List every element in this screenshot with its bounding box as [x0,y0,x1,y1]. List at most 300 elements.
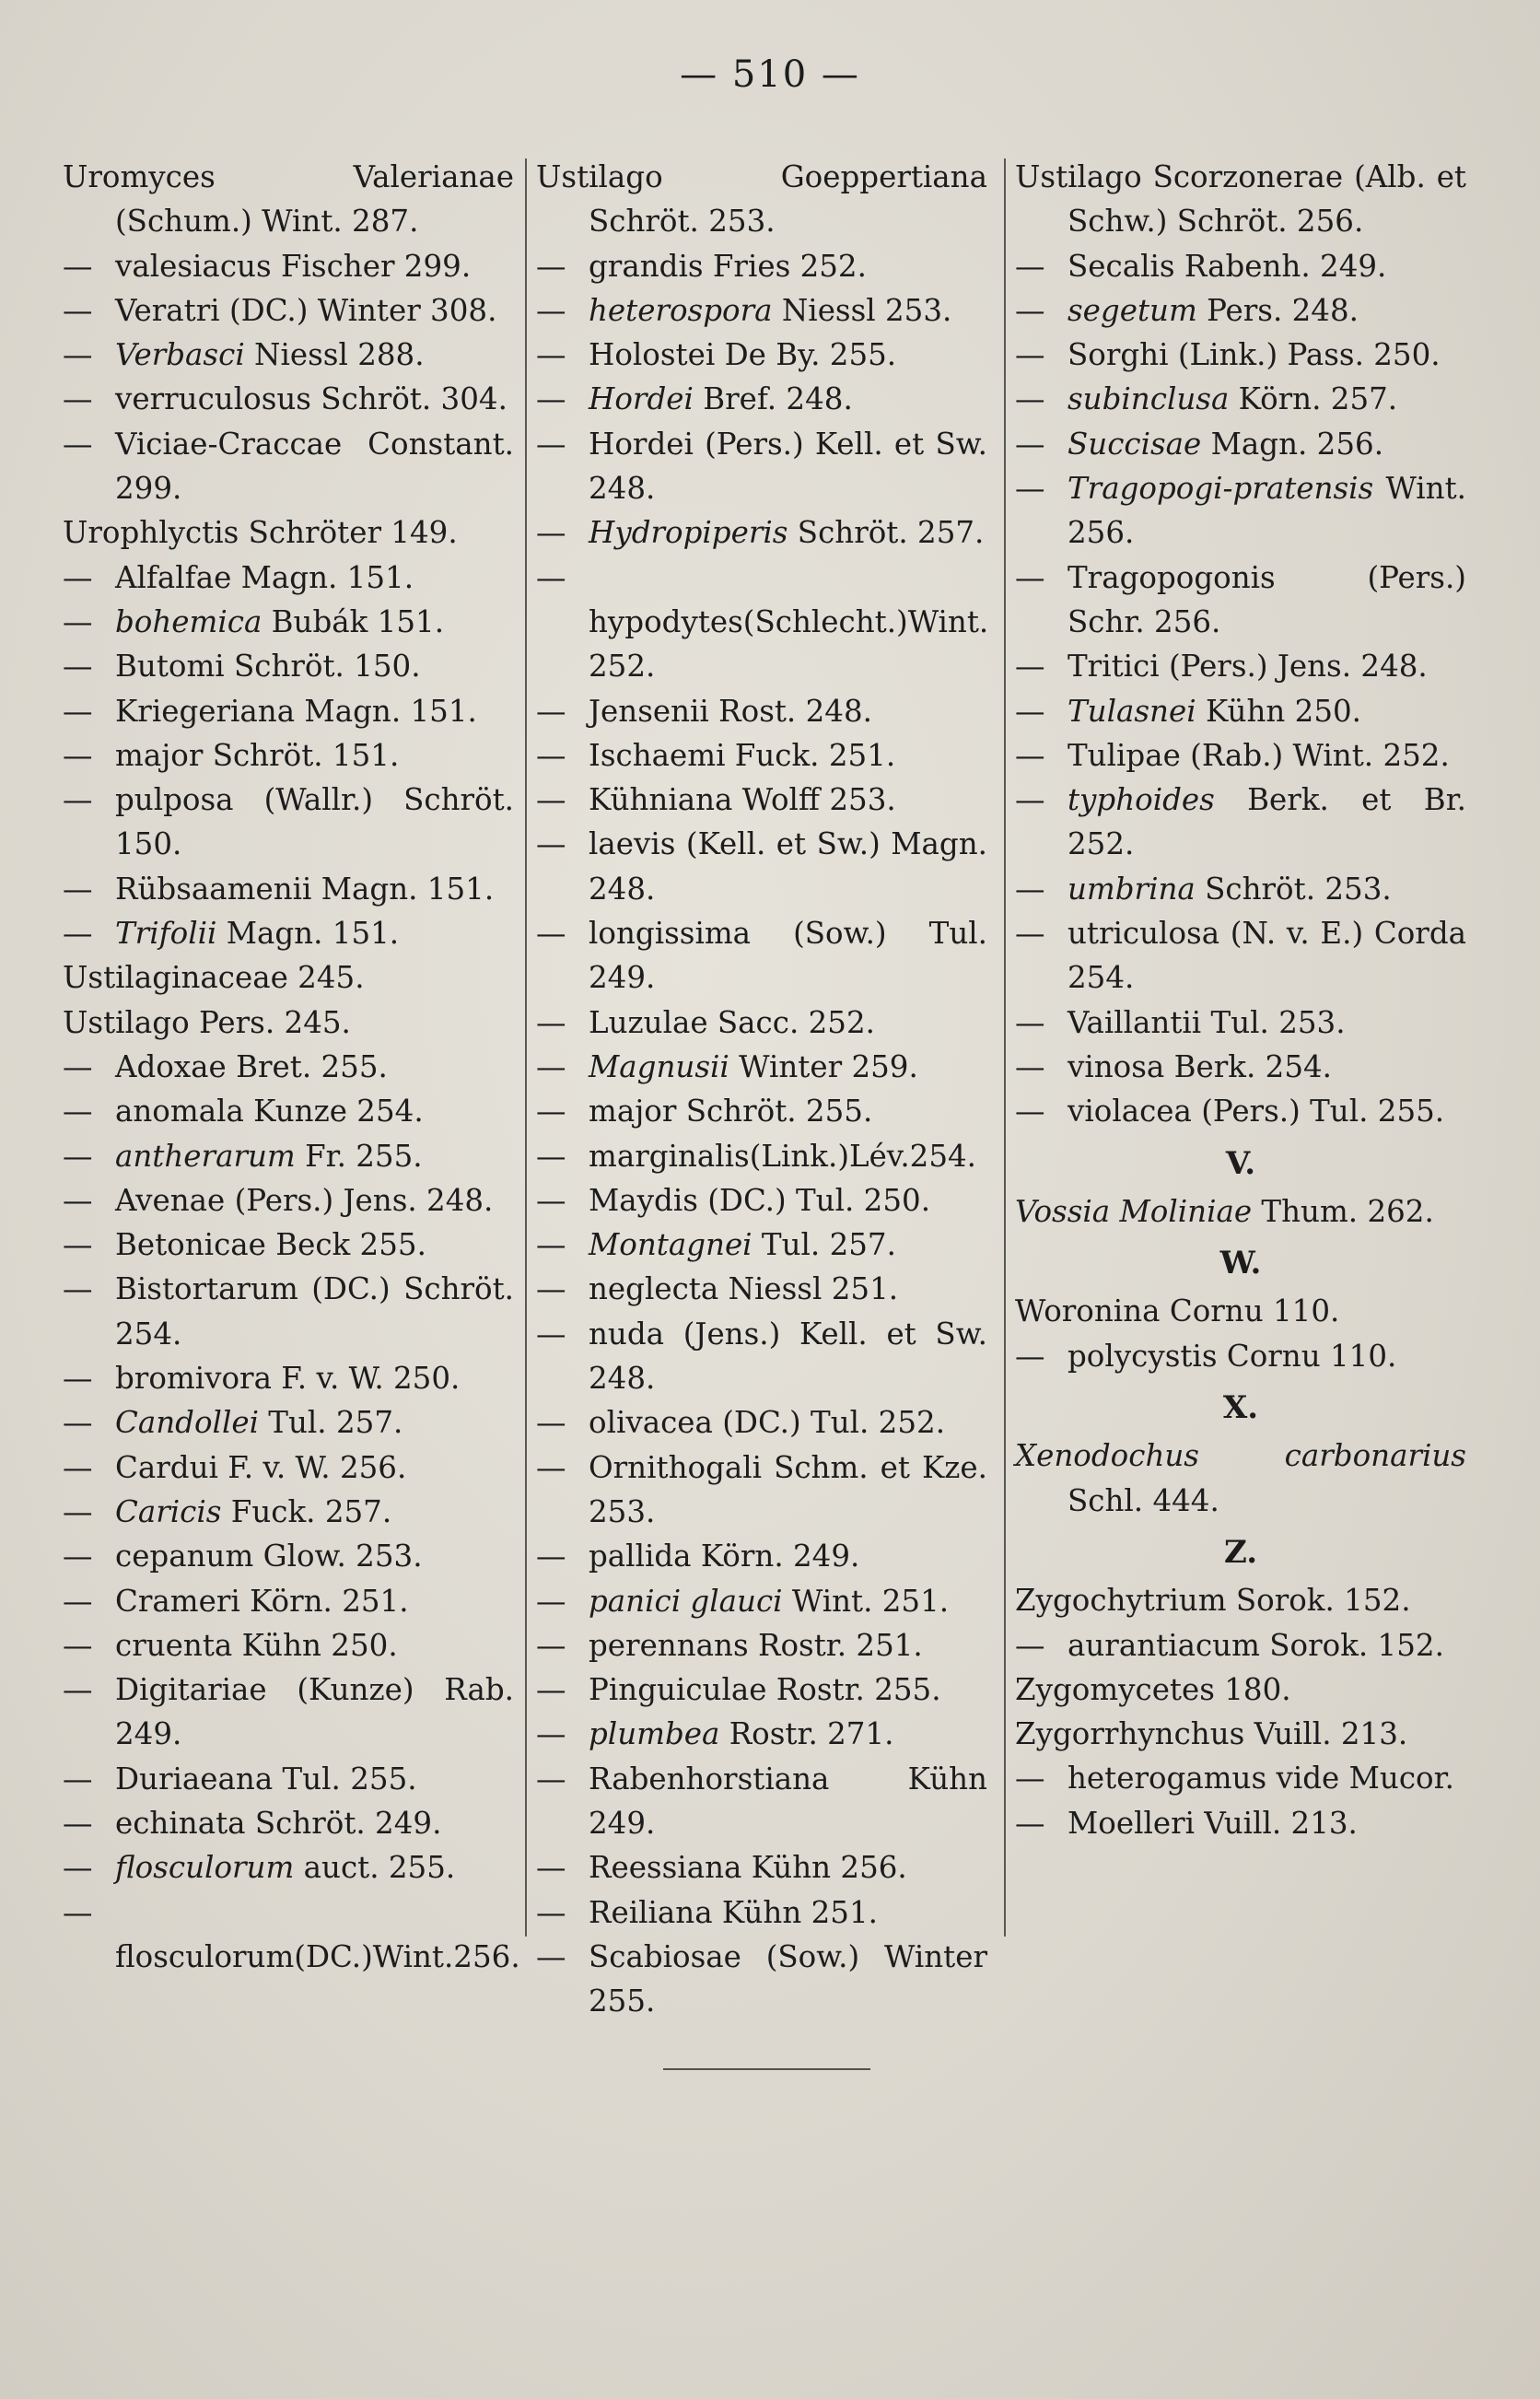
index-entry [63,1445,514,1490]
index-entry [63,288,514,333]
ditto-dash: — [63,693,93,729]
page-number: — 510 — [680,53,860,96]
entry-text: nuda (Jens.) Kell. et Sw. 248. [589,1316,987,1397]
entry-text: Veratri (DC.) Winter 308. [115,292,497,328]
index-entry [536,155,987,244]
index-entry [63,244,514,288]
ditto-dash: — [63,1094,93,1129]
index-column-2 [536,155,987,2023]
ditto-dash: — [1015,1761,1045,1796]
entry-text: Kühn 250. [1196,693,1362,729]
ditto-dash: — [63,603,93,639]
index-entry [536,1445,987,1535]
ditto-dash: — [63,381,93,417]
ditto-dash: — [536,1405,566,1441]
entry-text: Digitariae (Kunze) Rab. 249. [115,1672,514,1752]
ditto-dash: — [63,1539,93,1574]
ditto-dash: — [536,1004,566,1040]
entry-italic-name: bohemica [115,603,262,639]
index-entry [536,1045,987,1089]
entry-text: perennans Rostr. 251. [589,1627,923,1663]
index-entry [1015,377,1466,421]
entry-text: bromivora F. v. W. 250. [115,1361,461,1397]
ditto-dash: — [63,1405,93,1441]
ditto-dash: — [63,737,93,773]
ditto-dash: — [63,1271,93,1307]
entry-text: Thum. 262. [1252,1193,1434,1229]
ditto-dash: — [536,337,566,373]
entry-text: Tragopogonis (Pers.) Schr. 256. [1068,559,1466,639]
ditto-dash: — [536,1627,566,1663]
entry-italic-name: Tragopogi-pratensis [1068,471,1374,507]
entry-text: utriculosa (N. v. E.) Corda 254. [1068,916,1466,996]
ditto-dash: — [536,559,566,595]
ditto-dash: — [536,292,566,328]
index-entry [536,778,987,822]
entry-text: Pers. 248. [1196,292,1359,328]
entry-italic-name: Hydropiperis [589,515,788,551]
entry-text: Magn. 151. [216,916,400,952]
ditto-dash: — [1015,737,1045,773]
entry-text: Reessiana Kühn 256. [589,1850,907,1886]
entry-italic-name: subinclusa [1068,381,1230,417]
entry-text: Körn. 257. [1229,381,1398,417]
entry-text: Rostr. 271. [719,1716,894,1752]
letter-heading: V. [1225,1144,1256,1182]
index-entry [63,867,514,911]
index-entry [536,333,987,377]
ditto-dash: — [536,426,566,462]
ditto-dash: — [1015,1004,1045,1040]
ditto-dash: — [63,1672,93,1708]
ditto-dash: — [63,1227,93,1263]
entry-text: Woronina Cornu 110. [1015,1293,1340,1329]
ditto-dash: — [63,649,93,685]
index-entry [536,1312,987,1401]
index-entry [63,1801,514,1845]
entry-text: violacea (Pers.) Tul. 255. [1068,1094,1445,1129]
entry-text: olivacea (DC.) Tul. 252. [589,1405,946,1441]
entry-text: Wint. 251. [782,1583,950,1619]
index-entry [1015,1045,1466,1089]
index-entry [1015,1578,1466,1622]
entry-text: Ischaemi Fuck. 251. [589,737,896,773]
index-entry [63,1356,514,1400]
ditto-dash: — [63,1449,93,1485]
entry-text: Niessl 253. [772,292,952,328]
index-entry [536,1534,987,1578]
ditto-dash: — [536,248,566,284]
index-entry [1015,1623,1466,1668]
column-rule [1004,158,1006,1937]
entry-text: pallida Körn. 249. [589,1539,860,1574]
index-entry [63,1668,514,1757]
index-entry [63,1134,514,1178]
entry-text: Fuck. 257. [221,1493,392,1529]
entry-text: Ustilago Pers. 245. [63,1004,351,1040]
entry-text: Duriaeana Tul. 255. [115,1761,417,1796]
index-entry [536,1178,987,1223]
entry-italic-name: Trifolii [115,916,217,952]
index-entry [1015,1434,1466,1523]
ditto-dash: — [536,381,566,417]
index-entry [1015,244,1466,288]
ditto-dash: — [1015,1627,1045,1663]
ditto-dash: — [63,1048,93,1084]
ditto-dash: — [63,559,93,595]
ditto-dash: — [536,1672,566,1708]
ditto-dash: — [536,1583,566,1619]
ditto-dash: — [1015,871,1045,907]
ditto-dash: — [1015,471,1045,507]
entry-italic-name: Hordei [589,381,694,417]
ditto-dash: — [63,337,93,373]
ditto-dash: — [1015,1805,1045,1841]
entry-italic-name: panici glauci [589,1583,783,1619]
index-entry [63,1045,514,1089]
entry-text: Rübsaamenii Magn. 151. [115,871,495,907]
entry-text: major Schröt. 255. [589,1094,873,1129]
entry-text: Zygomycetes 180. [1015,1671,1291,1707]
ditto-dash: — [63,1894,93,1930]
entry-text: Ornithogali Schm. et Kze. 253. [589,1449,987,1529]
entry-text: Jensenii Rost. 248. [589,693,872,729]
entry-italic-name: flosculorum [115,1850,295,1886]
index-entry [1015,333,1466,377]
ditto-dash: — [536,1449,566,1485]
entry-text: Urophlyctis Schröter 149. [63,515,458,551]
index-entry [1015,689,1466,733]
entry-italic-name: Vossia Moliniae [1015,1193,1253,1229]
entry-text: Scabiosae (Sow.) Winter 255. [589,1938,987,2019]
entry-text: auct. 255. [294,1850,456,1886]
ditto-dash: — [1015,782,1045,818]
index-entry [63,333,514,377]
ditto-dash: — [536,1182,566,1218]
index-entry [63,1890,520,1980]
ditto-dash: — [536,782,566,818]
entry-italic-name: segetum [1068,292,1197,328]
index-entry [63,689,514,733]
entry-text: Viciae-Craccae Constant. 299. [115,426,514,507]
entry-text: Hordei (Pers.) Kell. et Sw. 248. [589,426,987,507]
entry-text: flosculorum(DC.)Wint.256. [115,1938,520,1974]
entry-text: valesiacus Fischer 299. [115,248,472,284]
entry-italic-name: antherarum [115,1138,296,1174]
index-entry [1015,733,1466,778]
index-entry [536,1001,987,1045]
ditto-dash: — [536,1539,566,1574]
index-entry [1015,1801,1466,1845]
index-column-3 [1015,155,1466,1845]
index-entry [1015,1712,1466,1756]
entry-italic-name: Caricis [115,1493,222,1529]
index-entry [1015,644,1466,688]
index-entry [1015,778,1466,867]
ditto-dash: — [63,916,93,952]
index-entry [536,689,987,733]
index-entry [1015,466,1466,556]
entry-text: Tritici (Pers.) Jens. 248. [1068,649,1428,685]
entry-text: Schl. 444. [1068,1482,1219,1518]
index-entry [1015,1756,1466,1800]
entry-text: marginalis(Link.)Lév.254. [589,1138,977,1174]
entry-text: cepanum Glow. 253. [115,1539,423,1574]
ditto-dash: — [63,1138,93,1174]
index-entry [1015,867,1466,911]
index-entry [536,1935,987,2024]
index-entry [63,1223,514,1267]
letter-heading: Z. [1223,1533,1258,1571]
entry-text: Adoxae Bret. 255. [115,1048,388,1084]
entry-text: Zygorrhynchus Vuill. 213. [1015,1716,1408,1752]
index-entry [63,1178,514,1223]
entry-text: polycystis Cornu 110. [1068,1338,1397,1374]
ditto-dash: — [1015,1338,1045,1374]
entry-text: Ustilaginaceae 245. [63,960,365,996]
ditto-dash: — [63,1850,93,1886]
index-entry [1015,288,1466,333]
entry-text: longissima (Sow.) Tul. 249. [589,916,987,996]
index-entry [63,1534,514,1578]
index-entry [63,556,514,600]
ditto-dash: — [536,1894,566,1930]
ditto-dash: — [536,1850,566,1886]
ditto-dash: — [536,515,566,551]
entry-text: Kühniana Wolff 253. [589,782,896,818]
index-entry [536,1757,987,1846]
entry-text: Betonicae Beck 255. [115,1227,426,1263]
entry-italic-name: Verbasci [115,337,245,373]
ditto-dash: — [63,1493,93,1529]
index-entry [1015,1668,1466,1712]
index-entry [63,1001,514,1045]
index-entry [63,778,514,867]
entry-text: Wint. 256. [1068,471,1466,551]
index-entry [1015,422,1466,466]
index-entry [63,1490,514,1534]
index-entry [63,1400,514,1445]
ditto-dash: — [536,1227,566,1263]
entry-text: Alfalfae Magn. 151. [115,559,414,595]
entry-italic-name: Succisae [1068,426,1202,462]
ditto-dash: — [63,1361,93,1397]
ditto-dash: — [63,292,93,328]
index-entry [536,1712,987,1756]
ditto-dash: — [1015,916,1045,952]
index-entry [63,1845,514,1890]
index-entry [1015,1334,1466,1378]
ditto-dash: — [536,1761,566,1796]
entry-text: Avenae (Pers.) Jens. 248. [115,1182,494,1218]
ditto-dash: — [536,826,566,862]
entry-italic-name: umbrina [1068,871,1196,907]
index-entry [1015,911,1466,1001]
entry-text: aurantiacum Sorok. 152. [1068,1627,1444,1663]
index-entry [536,1267,987,1311]
index-entry [536,911,987,1001]
entry-text: Schröt. 257. [788,515,985,551]
index-entry [63,1623,514,1668]
ditto-dash: — [1015,559,1045,595]
entry-text: echinata Schröt. 249. [115,1805,442,1841]
index-entry [536,244,987,288]
index-entry [63,510,514,555]
index-entry [63,155,514,244]
ditto-dash: — [1015,693,1045,729]
index-entry [536,1400,987,1445]
ditto-dash: — [1015,1094,1045,1129]
index-entry [536,510,987,555]
entry-text: Winter 259. [729,1048,918,1084]
index-entry [1015,1001,1466,1045]
entry-text: Berk. et Br. 252. [1068,782,1466,862]
ditto-dash: — [1015,381,1045,417]
ditto-dash: — [536,1316,566,1352]
entry-italic-name: Montagnei [589,1227,752,1263]
ditto-dash: — [63,871,93,907]
entry-text: Tul. 257. [258,1405,403,1441]
entry-text: Bref. 248. [693,381,853,417]
index-entry [1015,556,1466,645]
entry-text: Kriegeriana Magn. 151. [115,693,477,729]
index-entry [1015,155,1466,244]
index-entry [63,377,514,421]
ditto-dash: — [536,1138,566,1174]
index-entry [63,1579,514,1623]
entry-text: Cardui F. v. W. 256. [115,1449,407,1485]
index-entry [536,1623,987,1668]
index-entry [63,422,514,511]
index-entry [63,911,514,955]
entry-text: Crameri Körn. 251. [115,1583,409,1619]
entry-text: verruculosus Schröt. 304. [115,381,508,417]
index-entry [63,644,514,688]
entry-text: Magn. 256. [1201,426,1384,462]
ditto-dash: — [63,426,93,462]
ditto-dash: — [63,1583,93,1619]
index-entry [63,1757,514,1801]
entry-text: cruenta Kühn 250. [115,1627,398,1663]
end-rule [663,2068,870,2070]
ditto-dash: — [63,1761,93,1796]
ditto-dash: — [1015,649,1045,685]
index-entry [536,1089,987,1133]
entry-text: neglecta Niessl 251. [589,1271,899,1307]
index-entry [536,1134,987,1178]
entry-text: major Schröt. 151. [115,737,400,773]
ditto-dash: — [63,1627,93,1663]
letter-heading: X. [1222,1389,1259,1427]
entry-italic-name: plumbea [589,1716,720,1752]
entry-text: Tul. 257. [752,1227,896,1263]
ditto-dash: — [536,916,566,952]
entry-text: Ustilago Goeppertiana Schröt. 253. [536,159,987,240]
ditto-dash: — [536,1048,566,1084]
entry-text: Luzulae Sacc. 252. [589,1004,875,1040]
index-entry [536,1223,987,1267]
entry-italic-name: Candollei [115,1405,259,1441]
entry-text: heterogamus vide Mucor. [1068,1761,1454,1796]
entry-italic-name: heterospora [589,292,773,328]
entry-text: Rabenhorstiana Kühn 249. [589,1761,987,1841]
entry-text: Vaillantii Tul. 253. [1068,1004,1346,1040]
ditto-dash: — [1015,292,1045,328]
letter-heading: W. [1219,1245,1262,1282]
entry-text: Zygochytrium Sorok. 152. [1015,1583,1411,1619]
index-column-1 [63,155,520,1979]
entry-text: anomala Kunze 254. [115,1094,424,1129]
entry-text: hypodytes(Schlecht.)Wint. 252. [589,603,989,685]
entry-text: Schröt. 253. [1195,871,1392,907]
entry-text: Bistortarum (DC.) Schröt. 254. [115,1271,514,1352]
index-entry [1015,1189,1466,1234]
index-entry [536,556,987,689]
index-entry [63,955,514,1000]
entry-text: Reiliana Kühn 251. [589,1894,878,1930]
ditto-dash: — [63,248,93,284]
entry-text: Tulipae (Rab.) Wint. 252. [1068,737,1450,773]
ditto-dash: — [536,1271,566,1307]
index-entry [1015,1289,1466,1333]
index-entry [63,733,514,778]
entry-text: Holostei De By. 255. [589,337,897,373]
entry-italic-name: Tulasnei [1068,693,1196,729]
column-rule [525,158,527,1937]
ditto-dash: — [536,1938,566,1974]
index-entry [536,288,987,333]
index-entry [63,1089,514,1133]
entry-text: Moelleri Vuill. 213. [1068,1805,1358,1841]
entry-text: Fr. 255. [295,1138,423,1174]
ditto-dash: — [1015,1048,1045,1084]
entry-text: Pinguiculae Rostr. 255. [589,1672,941,1708]
ditto-dash: — [63,1182,93,1218]
index-entry [536,1890,987,1935]
entry-text: Secalis Rabenh. 249. [1068,248,1387,284]
ditto-dash: — [536,737,566,773]
ditto-dash: — [63,782,93,818]
entry-text: Niessl 288. [244,337,425,373]
entry-text: Ustilago Scorzonerae (Alb. et Schw.) Schröt. 256. [1015,159,1466,240]
entry-text: grandis Fries 252. [589,248,867,284]
index-entry [63,600,514,644]
ditto-dash: — [63,1805,93,1841]
ditto-dash: — [1015,426,1045,462]
index-entry [536,1845,987,1890]
entry-text: Bubák 151. [262,603,445,639]
index-entry [536,733,987,778]
entry-text: vinosa Berk. 254. [1068,1048,1333,1084]
entry-text: laevis (Kell. et Sw.) Magn. 248. [589,826,987,907]
index-entry [536,377,987,421]
ditto-dash: — [536,1094,566,1129]
index-entry [1015,1089,1466,1133]
index-entry [536,822,987,911]
ditto-dash: — [536,1716,566,1752]
index-entry [536,422,987,511]
entry-text: Maydis (DC.) Tul. 250. [589,1182,931,1218]
ditto-dash: — [1015,337,1045,373]
entry-text: Sorghi (Link.) Pass. 250. [1068,337,1441,373]
entry-italic-name: Magnusii [589,1048,729,1084]
ditto-dash: — [1015,248,1045,284]
index-entry [63,1267,514,1356]
entry-text: Butomi Schröt. 150. [115,649,421,685]
ditto-dash: — [536,693,566,729]
entry-text: Uromyces Valerianae (Schum.) Wint. 287. [63,159,514,240]
entry-italic-name: typhoides [1068,782,1215,818]
